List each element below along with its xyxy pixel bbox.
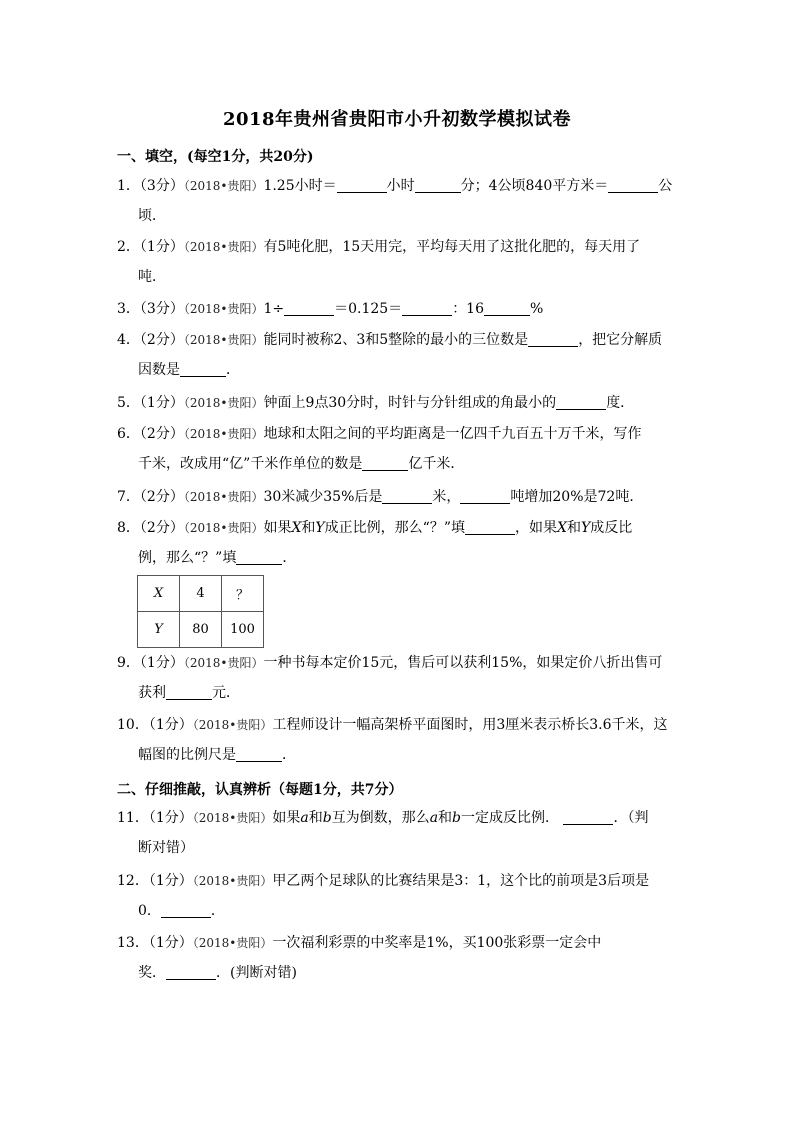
table-cell: 80 xyxy=(180,612,222,648)
table-row xyxy=(138,612,264,648)
question-11 xyxy=(117,803,677,863)
answer-blank[interactable] xyxy=(337,176,387,193)
table-cell: 100 xyxy=(222,612,264,648)
q-text: 幅图的比例尺是 xyxy=(138,747,236,763)
q-text: 如果 xyxy=(263,520,292,536)
answer-blank[interactable] xyxy=(465,518,515,535)
q-source: （2018•贵阳） xyxy=(183,656,264,670)
q-source: （2018•贵阳） xyxy=(192,874,273,888)
q-text: ． xyxy=(210,903,225,919)
answer-blank[interactable] xyxy=(166,683,212,700)
q-text: 例，那么“？”填 xyxy=(138,550,237,566)
q-text: 获利 xyxy=(138,685,166,701)
question-10 xyxy=(117,710,677,770)
q-text: 分；4公顷840平方米＝ xyxy=(460,178,609,194)
q-source: （2018•贵阳） xyxy=(183,333,264,347)
table-cell: 4 xyxy=(180,576,222,612)
q-source: （2018•贵阳） xyxy=(183,490,264,504)
q-text: % xyxy=(530,301,544,317)
q-text: ．（判 xyxy=(613,810,649,826)
answer-blank[interactable] xyxy=(608,176,658,193)
q-text: ．(判断对错) xyxy=(216,965,297,981)
var-a: a xyxy=(300,810,309,826)
q-text: 米， xyxy=(432,489,461,505)
q-source: （2018•贵阳） xyxy=(183,179,264,193)
question-1 xyxy=(117,171,677,231)
q-text: 和 xyxy=(301,520,316,536)
xy-table xyxy=(137,575,264,648)
q-text: 能同时被称2、3和5整除的最小的三位数是 xyxy=(263,332,529,348)
q-text: 地球和太阳之间的平均距离是一亿四千九百五十万千米，写作 xyxy=(263,426,642,442)
q-text: 0． xyxy=(138,903,161,919)
q-text: 元． xyxy=(212,685,240,701)
answer-blank[interactable] xyxy=(166,963,216,980)
answer-blank[interactable] xyxy=(402,299,452,316)
q-text: 吨． xyxy=(138,269,166,285)
q-text: 和 xyxy=(308,810,323,826)
q-source: （2018•贵阳） xyxy=(192,811,273,825)
q-text: 互为倒数，那么 xyxy=(331,810,430,826)
q-number: 2．（1分） xyxy=(117,239,184,255)
var-b: b xyxy=(452,810,462,826)
var-y: Y xyxy=(580,520,591,536)
q-number: 7．（2分） xyxy=(117,489,184,505)
answer-blank[interactable] xyxy=(284,299,334,316)
q-text: 和 xyxy=(438,810,453,826)
q-source: （2018•贵阳） xyxy=(183,521,264,535)
question-3 xyxy=(117,294,677,324)
q-text: 30米减少35%后是 xyxy=(263,489,383,505)
section-heading-judge: 二、仔细推敲，认真辨析（每题1分，共7分） xyxy=(117,782,403,798)
question-4 xyxy=(117,325,677,385)
q-number: 6．（2分） xyxy=(117,426,184,442)
answer-blank[interactable] xyxy=(460,487,510,504)
q-source: （2018•贵阳） xyxy=(183,240,264,254)
question-12 xyxy=(117,866,677,926)
question-8 xyxy=(117,513,677,573)
table-cell: ？ xyxy=(222,576,264,612)
q-text: ，把它分解质 xyxy=(578,332,663,348)
q-text: ＝0.125＝ xyxy=(334,301,403,317)
q-number: 5．（1分） xyxy=(117,395,184,411)
question-6 xyxy=(117,419,677,479)
q-number: 9．（1分） xyxy=(117,655,184,671)
q-text: 顷． xyxy=(138,208,166,224)
question-5 xyxy=(117,388,677,418)
answer-blank[interactable] xyxy=(556,393,606,410)
answer-blank[interactable] xyxy=(563,808,613,825)
q-text: 有5吨化肥，15天用完，平均每天用了这批化肥的，每天用了 xyxy=(263,239,641,255)
q-text: 因数是 xyxy=(138,362,180,378)
answer-blank[interactable] xyxy=(415,176,461,193)
q-text: ：16 xyxy=(452,301,485,317)
answer-blank[interactable] xyxy=(180,360,226,377)
q-text: 奖． xyxy=(138,965,166,981)
answer-blank[interactable] xyxy=(382,487,432,504)
var-y: Y xyxy=(315,520,325,536)
var-b: b xyxy=(322,810,332,826)
q-text: 1÷ xyxy=(263,301,285,317)
q-number: 11．（1分） xyxy=(117,810,193,826)
q-source: （2018•贵阳） xyxy=(183,427,264,441)
q-number: 4．（2分） xyxy=(117,332,184,348)
var-x: X xyxy=(557,520,567,536)
table-cell: X xyxy=(138,576,180,612)
q-number: 13．（1分） xyxy=(117,935,193,951)
answer-blank[interactable] xyxy=(236,745,282,762)
answer-blank[interactable] xyxy=(484,299,530,316)
q-text: 工程师设计一幅高架桥平面图时，用3厘米表示桥长3.6千米，这 xyxy=(272,717,668,733)
q-text: 断对错） xyxy=(138,840,194,856)
q-number: 12．（1分） xyxy=(117,873,193,889)
answer-blank[interactable] xyxy=(161,901,211,918)
table-cell: Y xyxy=(138,612,180,648)
q-text: 成反比 xyxy=(590,520,633,536)
var-a: a xyxy=(429,810,439,826)
q-text: ，如果 xyxy=(515,520,557,536)
q-text: 一定成反比例． xyxy=(461,810,560,826)
q-source: （2018•贵阳） xyxy=(192,936,273,950)
q-number: 10．（1分） xyxy=(117,717,193,733)
q-text: 吨增加20%是72吨． xyxy=(510,489,644,505)
q-text: 如果 xyxy=(272,810,301,826)
table-row xyxy=(138,576,264,612)
question-13 xyxy=(117,928,677,988)
q-text: 度． xyxy=(606,395,635,411)
q-text: 小时 xyxy=(386,178,415,194)
page-title: 2018年贵州省贵阳市小升初数学模拟试卷 xyxy=(222,109,572,130)
q-text: 甲乙两个足球队的比赛结果是3：1，这个比的前项是3后项是 xyxy=(272,873,650,889)
q-text: ． xyxy=(282,550,297,566)
q-text: 亿千米． xyxy=(408,456,465,472)
question-9 xyxy=(117,648,677,708)
question-2 xyxy=(117,232,677,292)
q-text: 和 xyxy=(566,520,581,536)
q-text: 公 xyxy=(658,178,673,194)
var-x: X xyxy=(291,520,302,536)
q-source: （2018•贵阳） xyxy=(183,302,264,316)
q-text: 一次福利彩票的中奖率是1%，买100张彩票一定会中 xyxy=(272,935,602,951)
q-text: 钟面上9点30分时，时针与分针组成的角最小的 xyxy=(263,395,557,411)
q-text: ． xyxy=(226,362,240,378)
answer-blank[interactable] xyxy=(528,330,578,347)
q-source: （2018•贵阳） xyxy=(183,396,264,410)
q-text: 千米，改成用“亿”千米作单位的数是 xyxy=(138,456,363,472)
q-number: 3．（3分） xyxy=(117,301,184,317)
q-number: 8．（2分） xyxy=(117,520,184,536)
q-text: 1.25小时＝ xyxy=(263,178,337,194)
q-source: （2018•贵阳） xyxy=(192,718,273,732)
answer-blank[interactable] xyxy=(236,548,282,565)
question-7 xyxy=(117,482,677,512)
answer-blank[interactable] xyxy=(362,454,408,471)
section-heading-fill-in: 一、填空，(每空1分，共20分) xyxy=(117,149,314,165)
q-text: ． xyxy=(282,747,296,763)
q-number: 1．（3分） xyxy=(117,178,184,194)
q-text: 一种书每本定价15元，售后可以获利15%，如果定价八折出售可 xyxy=(263,655,663,671)
q-text: 成正比例，那么“？”填 xyxy=(324,520,465,536)
